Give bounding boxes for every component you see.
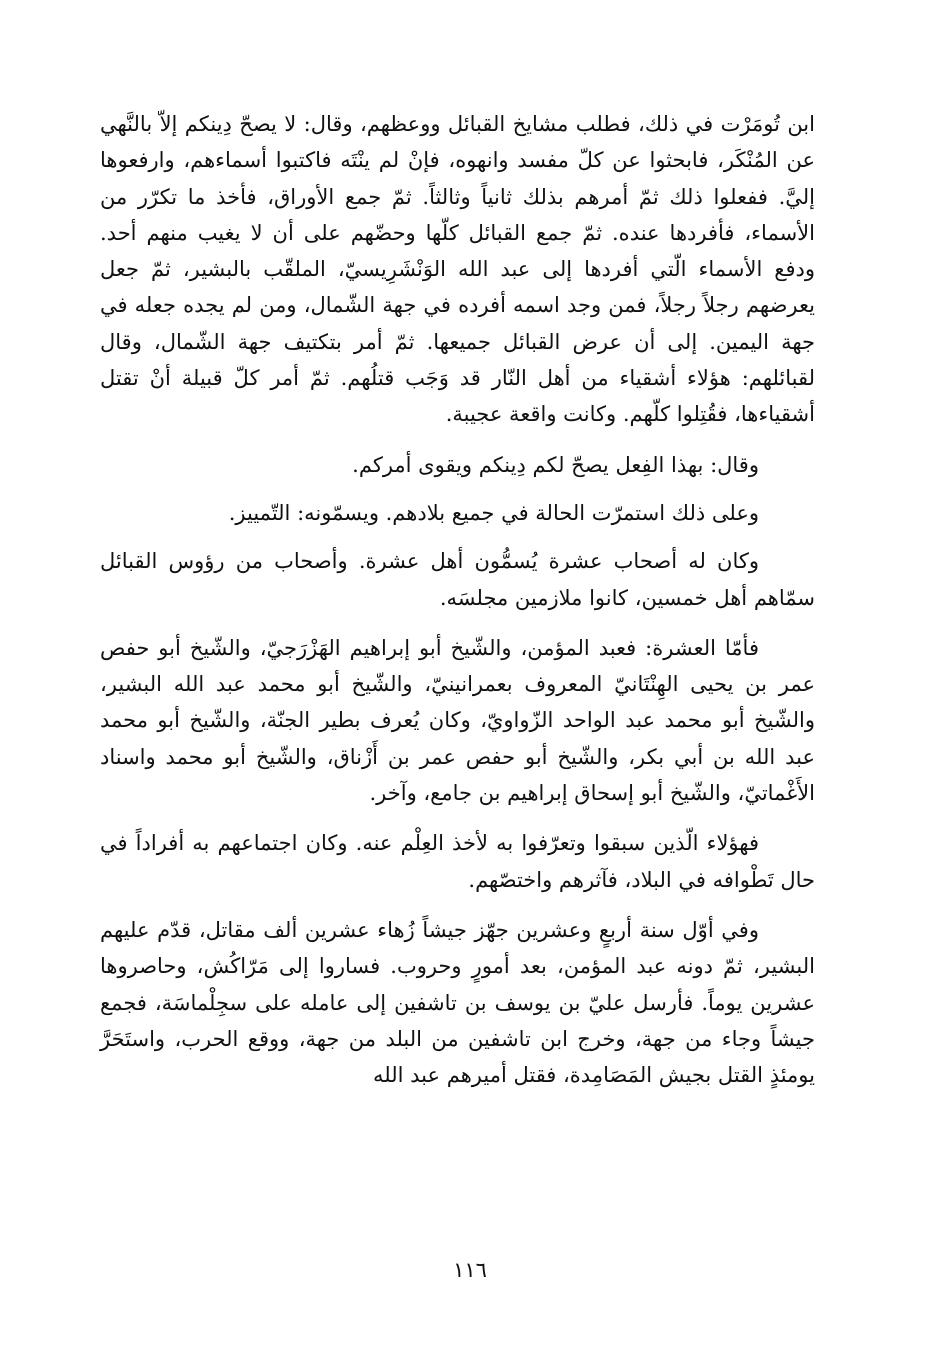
paragraph-7: وفي أوّل سنة أربعٍ وعشرين جهّز جيشاً زُهاء عشرين ألف مقاتل، قدّم عليهم البشير، ثمّ دونه عبد المؤمن، بعد أمورٍ وحروب. فساروا إلى مَرّاكُش، وحاصروها عشرين يوماً. فأرسل عليّ بن يوسف بن تاشفين إلى عامله على سجِلْماسَة، فجمع جيشاً وجاء من جهة، وخرج ابن تاشفين من البلد من جهة، ووقع الحرب، واستَحَرَّ يومئذٍ القتل بجيش المَصَامِدة، فقتل أميرهم عبد الله [100, 917, 815, 1088]
paragraph-4: وكان له أصحاب عشرة يُسمُّون أهل عشرة. وأصحاب من رؤوس القبائل سمّاهم أهل خمسين، كانوا ملازمين مجلسَه. [100, 549, 815, 610]
paragraph-5: فأمّا العشرة: فعبد المؤمن، والشّيخ أبو إبراهيم الهَزْرَجيّ، والشّيخ أبو حفص عمر بن يحيى الهِنْتَانيّ المعروف بعمرانينيّ، والشّيخ أبو محمد عبد الله البشير، والشّيخ أبو محمد عبد الواحد الزّواويّ، وكان يُعرف بطير الجنّة، والشّيخ أبو محمد عبد الله بن أبي بكر، والشّيخ أبو حفص عمر بن أَزْناق، والشّيخ أبو محمد واسناد الأَغْماتيّ، والشّيخ أبو إسحاق إبراهيم بن جامع، وآخر. [100, 635, 815, 806]
paragraph-1: ابن تُومَرْت في ذلك، فطلب مشايخ القبائل ووعظهم، وقال: لا يصحّ دِينكم إلاّ بالنَّهي عن المُنْكَر، فابحثوا عن كلّ مفسد وانهوه، فإنْ لم ينْتَه فاكتبوا أسماءهم، وارفعوها إليَّ. ففعلوا ذلك ثمّ أمرهم بذلك ثانياً وثالثاً. ثمّ جمع الأوراق، فأخذ ما تكرّر من الأسماء، فأفردها عنده. ثمّ جمع القبائل كلّها وحضّهم على أن لا يغيب منهم أحد. ودفع الأسماء الّتي أفردها إلى عبد الله الوَنْشَرِيسيّ، الملقّب بالبشير، ثمّ جعل يعرضهم رجلاً رجلاً، فمن وجد اسمه أفرده في جهة الشّمال، ومن لم يجده جعله في جهة اليمين. إلى أن عرض القبائل جميعها. ثمّ أمر بتكتيف جهة الشّمال، وقال لقبائلهم: هؤلاء أشقياء من أهل النّار قد وَجَب قتلُهم. ثمّ أمر كلّ قبيلة أنْ تقتل أشقياءها، فقُتِلوا كلّهم. وكانت واقعة عجيبة. [100, 112, 815, 427]
paragraph-6: فهؤلاء الّذين سبقوا وتعرّفوا به لأخذ العِلْم عنه. وكان اجتماعهم به أفراداً في حال تَطْوافه في البلاد، فآثرهم واختصّهم. [100, 831, 815, 892]
body-text [100, 106, 815, 1093]
paragraph-3: وعلى ذلك استمرّت الحالة في جميع بلادهم. ويسمّونه: التّمييز. [228, 500, 759, 525]
page-number: ١١٦ [453, 1258, 487, 1282]
paragraph-2: وقال: بهذا الفِعل يصحّ لكم دِينكم ويقوى أمركم. [352, 452, 759, 477]
